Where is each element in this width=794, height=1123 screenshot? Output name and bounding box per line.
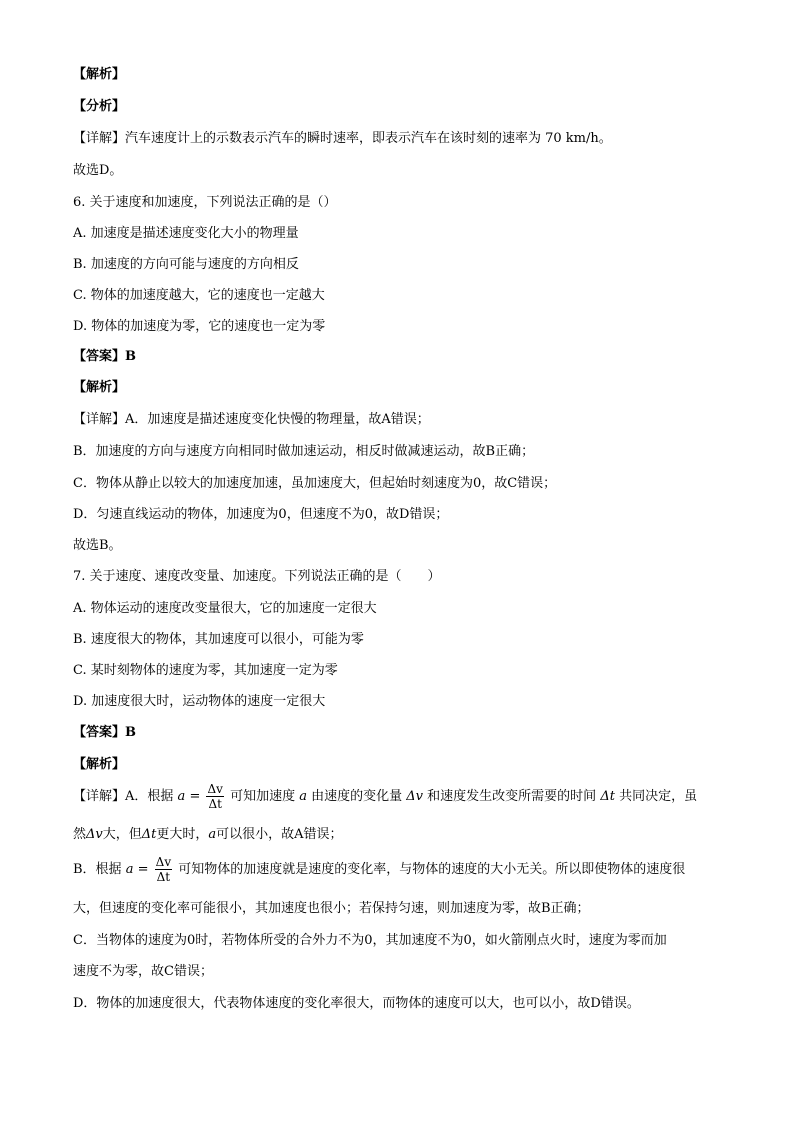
detail-b-prefix: B．根据 [73, 862, 122, 877]
formula-eq: = [189, 789, 201, 804]
detail-a-cont [73, 826, 723, 844]
option-c: C. 物体的加速度越大，它的速度也一定越大 [73, 288, 325, 303]
formula-a: a [177, 789, 186, 804]
text-segment: 共同决定，虽 [619, 789, 698, 804]
answer-label: 【答案】B [73, 349, 136, 364]
heading-analysis-3: 【解析】 [73, 757, 126, 772]
heading-analysis: 【解析】 [73, 67, 126, 82]
option-b-2: B. 速度很大的物体，其加速度可以很小，可能为零 [73, 632, 364, 647]
detail-a-formula-line [73, 782, 723, 811]
text-segment: 可知加速度 [230, 789, 296, 804]
detail-b-formula-line [73, 855, 723, 884]
fraction-denominator: Δt [156, 870, 171, 884]
option-c-2: C. 某时刻物体的速度为零，其加速度一定为零 [73, 663, 338, 678]
formula-a: a [125, 862, 134, 877]
question-7: 7. 关于速度、速度改变量、加速度。下列说法正确的是（ ） [73, 569, 441, 584]
detail-c-2-cont: 速度不为零，故C错误； [73, 964, 213, 979]
text-segment: 大，但 [102, 827, 142, 842]
text-segment: 和速度发生改变所需要的时间 [427, 789, 597, 804]
text-segment: 更大时， [156, 827, 209, 842]
answer-label-2: 【答案】B [73, 725, 136, 740]
conclusion-line: 故选D。 [73, 163, 123, 178]
symbol-a: a [299, 789, 307, 804]
text-segment: 可以很小，故A错误； [216, 827, 343, 842]
symbol-dt: Δt [600, 789, 615, 804]
symbol-dt: Δt [141, 827, 157, 842]
fraction-denominator: Δt [208, 797, 222, 811]
detail-a: 【详解】A．加速度是描述速度变化快慢的物理量，故A错误； [73, 412, 430, 427]
fraction-numerator: Δv [207, 782, 223, 796]
detail-d: D．匀速直线运动的物体，加速度为0，但速度不为0，故D错误； [73, 507, 449, 522]
symbol-a: a [208, 827, 217, 842]
option-d-2: D. 加速度很大时，运动物体的速度一定很大 [73, 694, 326, 709]
detail-b: B．加速度的方向与速度方向相同时做加速运动，相反时做减速运动，故B正确； [73, 444, 535, 459]
option-a-2: A. 物体运动的速度改变量很大，它的加速度一定很大 [73, 601, 377, 616]
formula-fraction [206, 782, 223, 811]
fraction-numerator: Δv [155, 855, 172, 869]
formula-fraction [155, 855, 172, 884]
detail-c-2: C．当物体的速度为0时，若物体所受的合外力不为0，其加速度不为0，如火箭刚点火时，速度为零而加 [73, 933, 667, 948]
option-d: D. 物体的加速度为零，它的速度也一定为零 [73, 319, 326, 334]
detail-b-cont: 大，但速度的变化率可能很小，其加速度也很小；若保持匀速，则加速度为零，故B正确； [73, 901, 590, 916]
detail-d-2: D．物体的加速度很大，代表物体速度的变化率很大，而物体的速度可以大，也可以小，故D错误。 [73, 996, 640, 1011]
detail-line: 【详解】汽车速度计上的示数表示汽车的瞬时速率，即表示汽车在该时刻的速率为 70 km/h。 [73, 131, 612, 146]
formula-eq: = [137, 862, 149, 877]
question-6: 6. 关于速度和加速度，下列说法正确的是（） [73, 195, 337, 210]
option-a: A. 加速度是描述速度变化大小的物理量 [73, 226, 299, 241]
symbol-dv: Δv [406, 789, 424, 804]
text-segment: 可知物体的加速度就是速度的变化率，与物体的速度的大小无关。所以即使物体的速度很 [178, 862, 686, 877]
detail-c: C．物体从静止以较大的加速度加速，虽加速度大，但起始时刻速度为0，故C错误； [73, 476, 557, 491]
symbol-dv: Δv [86, 827, 103, 842]
option-b: B. 加速度的方向可能与速度的方向相反 [73, 257, 299, 272]
heading-fenxi: 【分析】 [73, 99, 126, 114]
detail-a-prefix: 【详解】A．根据 [73, 789, 174, 804]
conclusion-line-2: 故选B。 [73, 538, 122, 553]
text-segment: 然 [73, 827, 87, 842]
heading-analysis-2: 【解析】 [73, 380, 126, 395]
text-segment: 由速度的变化量 [311, 789, 403, 804]
